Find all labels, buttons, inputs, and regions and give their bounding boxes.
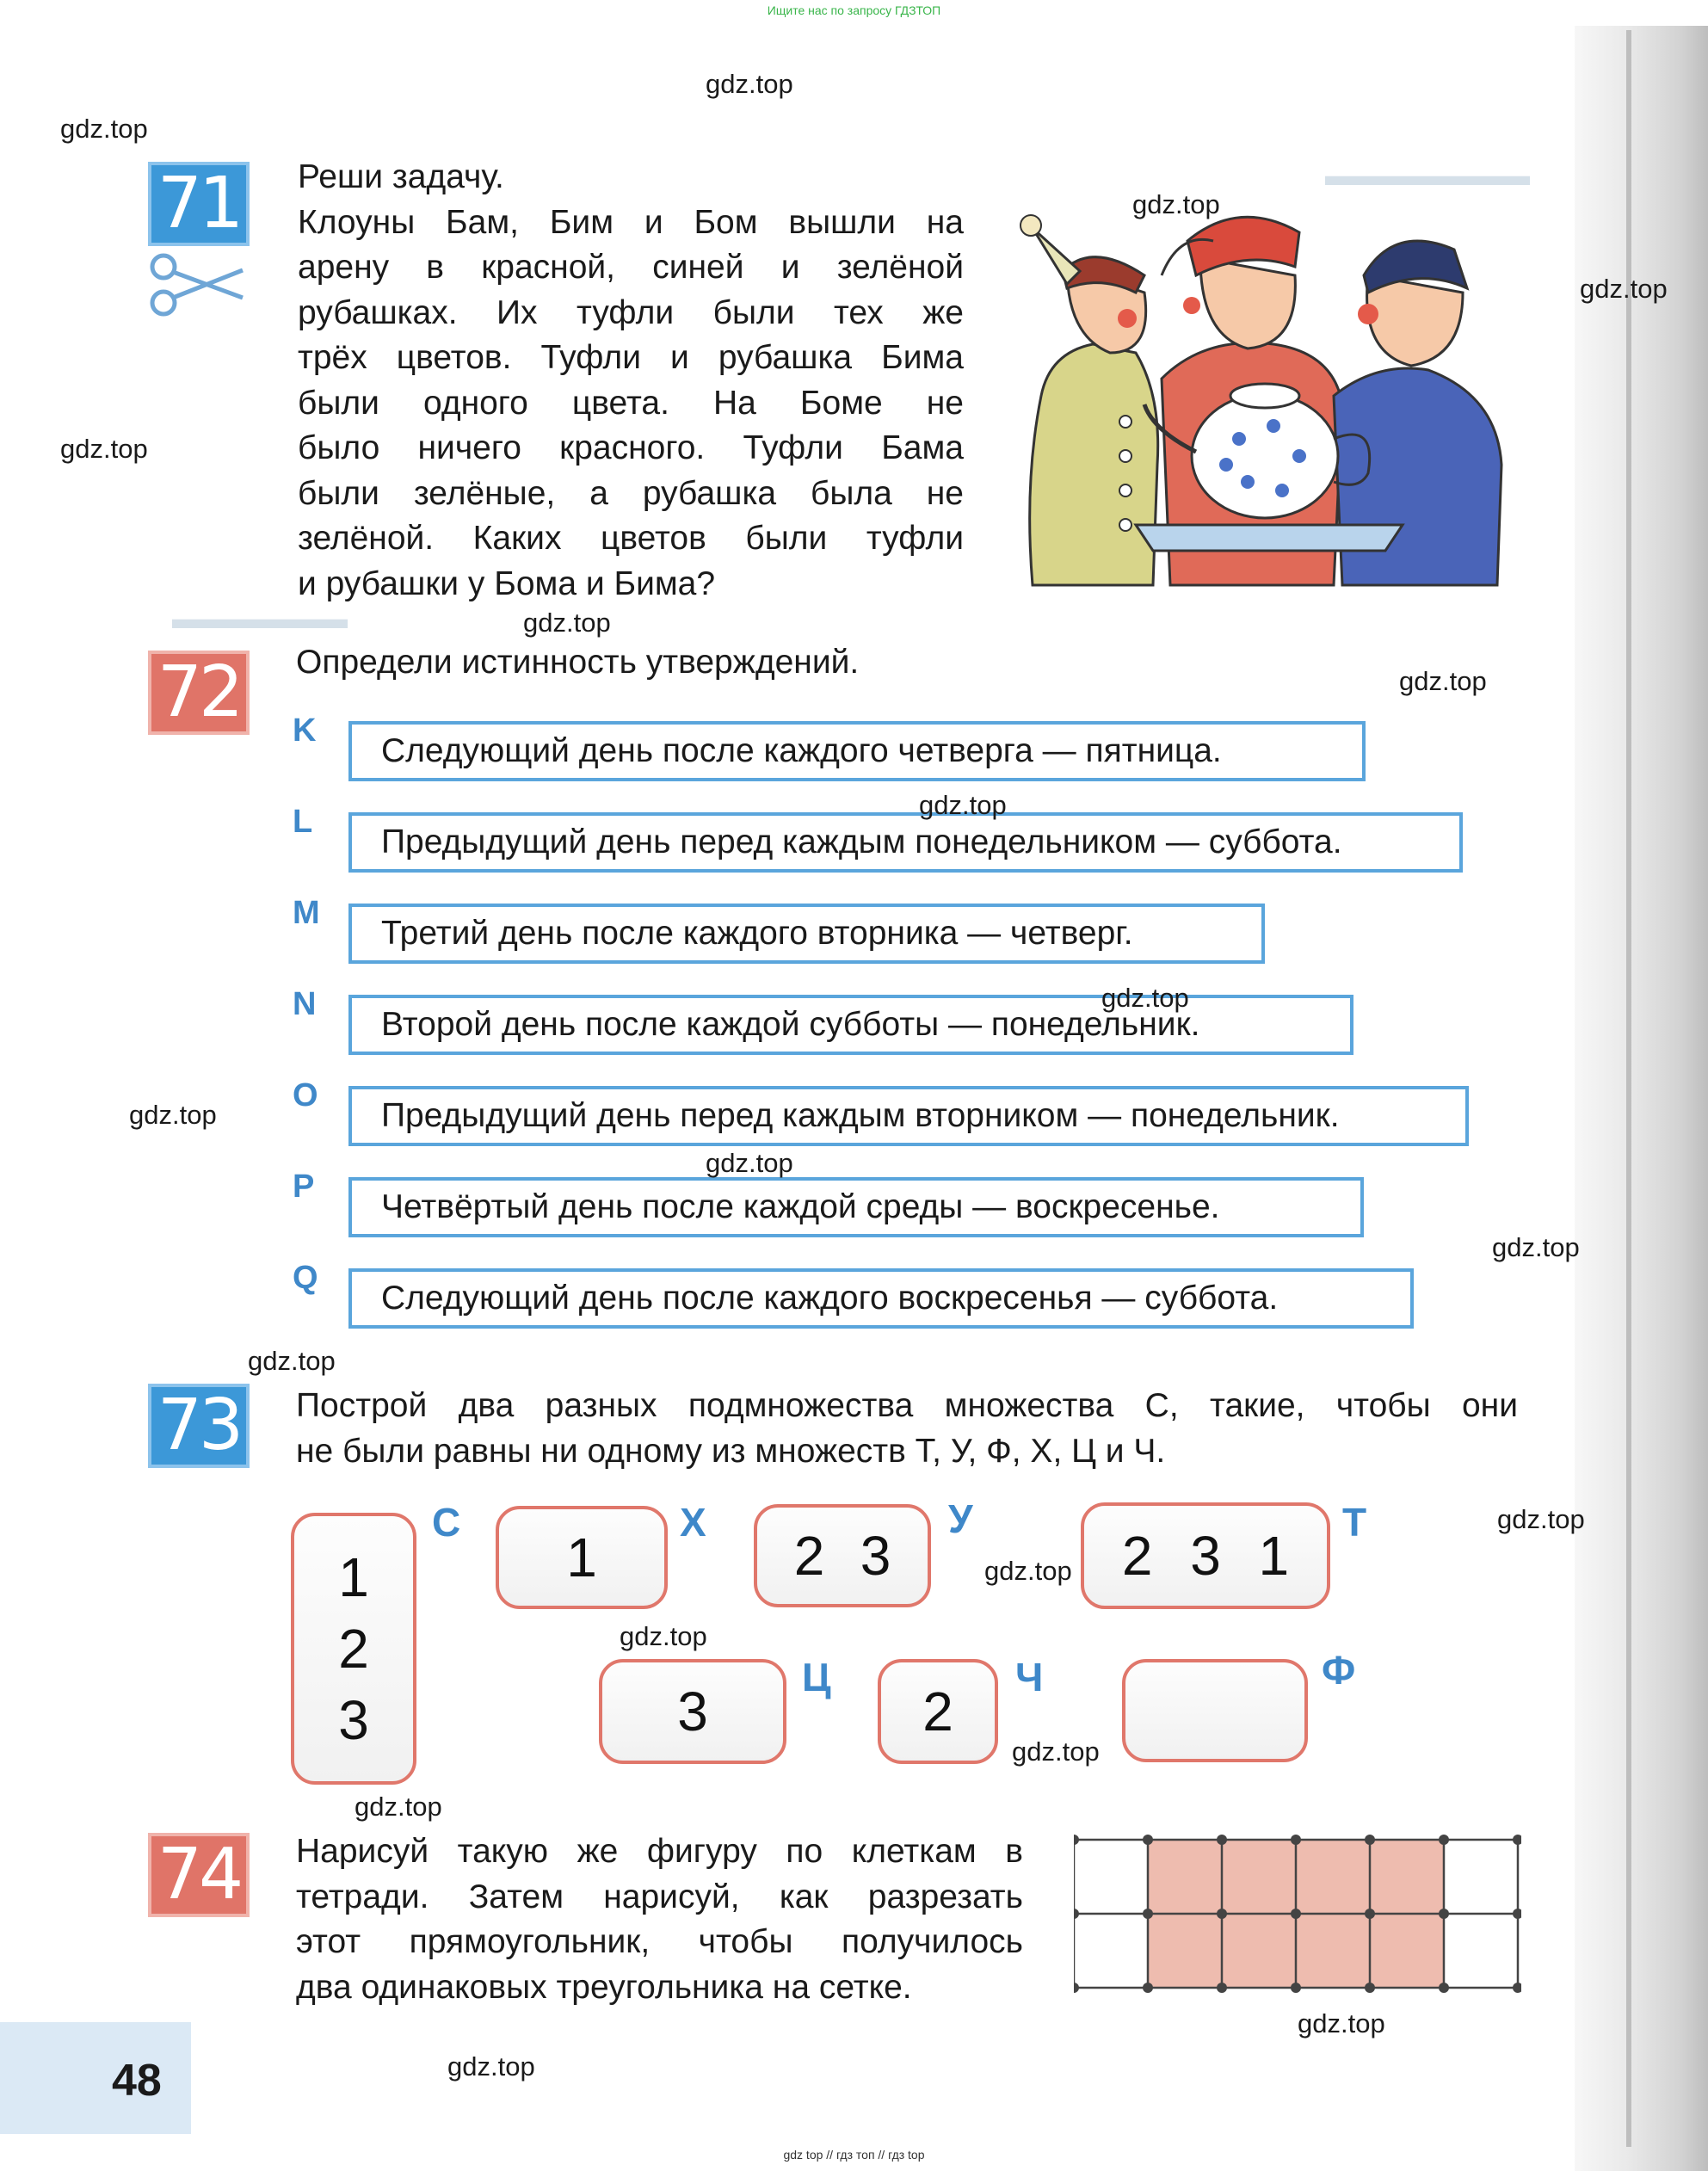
watermark: gdz.top [447, 2051, 535, 2082]
set-f [1122, 1659, 1308, 1762]
set-c [291, 1513, 416, 1785]
set-ts [599, 1659, 786, 1764]
scissors-icon [146, 251, 250, 320]
set-c-item: 3 [338, 1688, 369, 1751]
task-71-text: Реши задачу. Клоуны Бам, Бим и Бом вышли на арену в красной, синей и зелёной рубашках. Их туфли были тех же трёх цветов. Туфли и рубашка Бима были одного цвета. На Боме не было ничего красного. Туфли Бама были зелёные, а рубашка была не зелёной. Каких цветов были туфли и рубашки у Бома и Бима? [298, 158, 964, 602]
statement-letter-n: N [293, 986, 317, 1022]
watermark: gdz.top [129, 1100, 217, 1130]
statement-letter-o: O [293, 1077, 318, 1113]
statement-n: Второй день после каждой субботы — понедельник. [348, 995, 1353, 1055]
set-x [496, 1506, 668, 1609]
set-t-label: Т [1342, 1500, 1367, 1545]
statement-k: Следующий день после каждого четверга — пятница. [348, 721, 1366, 781]
set-y-item: 3 [860, 1525, 891, 1587]
set-t-item: 1 [1258, 1525, 1290, 1587]
watermark: gdz.top [1492, 1232, 1580, 1262]
set-t-item: 3 [1190, 1525, 1221, 1587]
watermark: gdz.top [1132, 189, 1220, 219]
watermark: gdz.top [706, 69, 793, 99]
statement-letter-l: L [293, 804, 313, 840]
set-y-item: 2 [793, 1525, 825, 1587]
watermark: gdz.top [620, 1621, 707, 1651]
task-73-text: Построй два разных подмножества множества С, такие, чтобы они не были равны ни одному из множеств Т, У, Ф, Х, Ц и Ч. [296, 1387, 1518, 1470]
statement-letter-p: P [293, 1169, 315, 1205]
bleed-through-text: ▬▬▬▬▬▬ [172, 602, 348, 635]
watermark: gdz.top [523, 608, 611, 638]
task-74-badge: 74 [148, 1833, 250, 1917]
set-ch-label: Ч [1015, 1655, 1044, 1699]
watermark: gdz.top [60, 114, 148, 144]
watermark: gdz.top [60, 434, 148, 464]
page-edge-shadow [1575, 26, 1708, 2171]
set-t [1081, 1502, 1330, 1609]
set-ts-label: Ц [802, 1655, 831, 1699]
task-74-text: Нарисуй такую же фигуру по клеткам в тетради. Затем нарисуй, как разрезать этот прямоугольник, чтобы получилось два одинаковых треугольника на сетке. [296, 1833, 1023, 2006]
book-spine [1626, 30, 1631, 2147]
task-72-badge: 72 [148, 651, 250, 735]
watermark: gdz.top [984, 1556, 1072, 1586]
statement-letter-k: K [293, 712, 317, 749]
watermark: gdz.top [1101, 983, 1189, 1013]
watermark: gdz.top [1298, 2008, 1385, 2038]
set-f-label: Ф [1322, 1648, 1356, 1693]
clowns-illustration [1015, 207, 1523, 602]
watermark: gdz.top [1012, 1736, 1100, 1767]
watermark: gdz.top [706, 1148, 793, 1178]
watermark: gdz.top [1399, 666, 1487, 696]
set-ch-item: 2 [922, 1681, 953, 1742]
task-71-badge: 71 [148, 162, 250, 246]
watermark: gdz.top [248, 1346, 336, 1376]
watermark: gdz.top [1497, 1504, 1585, 1534]
statement-l: Предыдущий день перед каждым понедельником — суббота. [348, 812, 1463, 873]
top-note: Ищите нас по запросу ГДЗТОП [767, 3, 941, 17]
set-y [754, 1504, 931, 1607]
set-ch [878, 1659, 998, 1764]
set-ts-item: 3 [677, 1681, 708, 1742]
set-c-label: С [432, 1500, 461, 1545]
set-x-label: Х [680, 1500, 706, 1545]
statement-letter-m: M [293, 895, 320, 931]
set-t-item: 2 [1121, 1525, 1153, 1587]
watermark: gdz.top [919, 790, 1007, 820]
grid-rectangle-figure [1074, 1833, 1521, 2005]
watermark: gdz.top [1580, 274, 1668, 304]
set-c-item: 1 [338, 1546, 369, 1609]
statement-p: Четвёртый день после каждой среды — воскресенье. [348, 1177, 1364, 1237]
page-number-tab [0, 2022, 191, 2134]
page-number: 48 [112, 2056, 162, 2106]
watermark: gdz.top [355, 1792, 442, 1822]
set-y-label: У [948, 1496, 973, 1541]
statement-o: Предыдущий день перед каждым вторником — понедельник. [348, 1086, 1469, 1146]
statement-m: Третий день после каждого вторника — четверг. [348, 904, 1265, 964]
set-x-item: 1 [566, 1526, 597, 1588]
task-73-badge: 73 [148, 1384, 250, 1468]
statement-q: Следующий день после каждого воскресенья — суббота. [348, 1268, 1414, 1329]
statement-letter-q: Q [293, 1260, 318, 1296]
set-c-item: 2 [338, 1617, 369, 1680]
bottom-note: gdz top // гдз топ // гдз top [783, 2148, 925, 2162]
bleed-through-text: ▬▬▬▬▬▬▬ [1325, 159, 1530, 192]
task-72-intro: Определи истинность утверждений. [296, 644, 860, 681]
